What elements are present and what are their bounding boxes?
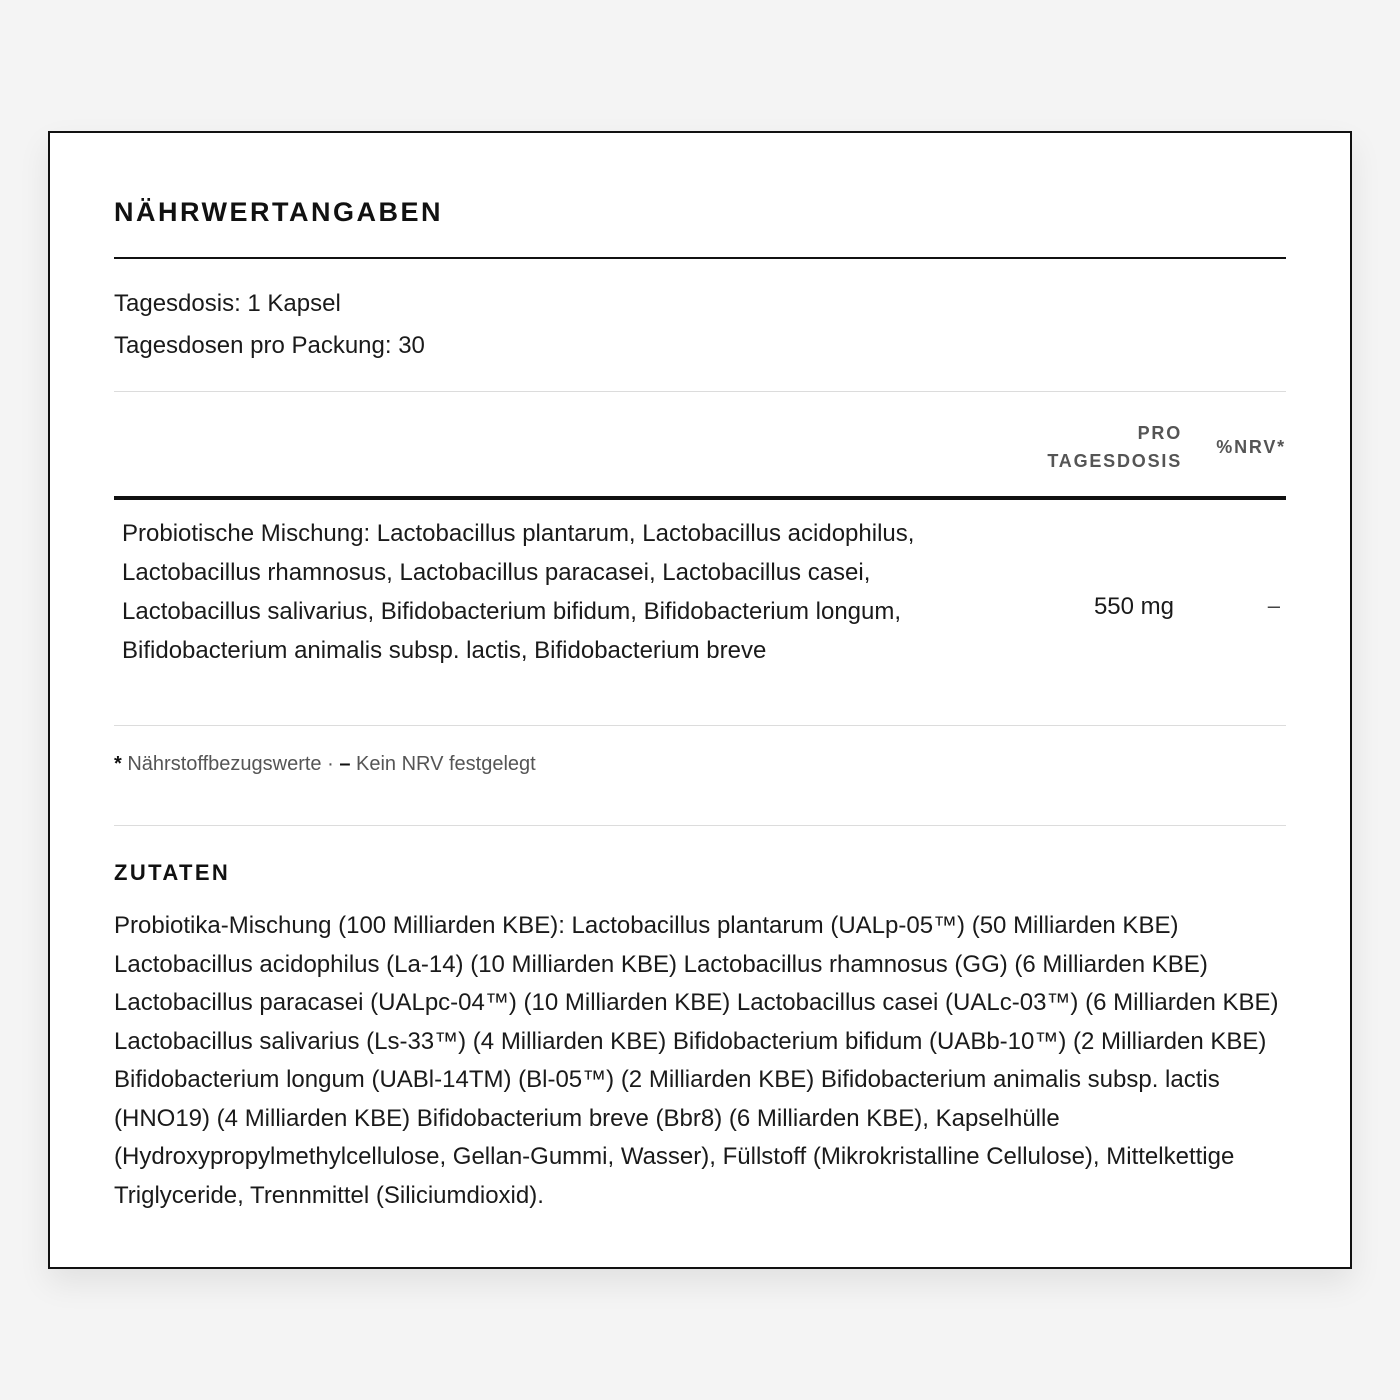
ingredients-divider [114,825,1286,826]
column-header-per-dose-line2: TAGESDOSIS [1047,451,1182,471]
nutrition-title: NÄHRWERTANGABEN [114,197,443,227]
serving-divider [114,391,1286,392]
column-header-nrv: %NRV* [1216,437,1286,457]
column-header-per-dose [1014,419,1182,475]
footnote-dash-text: Kein NRV festgelegt [350,753,536,775]
footnote-asterisk: * [114,753,122,775]
nutrient-row-amount: 550 mg [1093,593,1174,620]
daily-dose: Tagesdosis: 1 Kapsel [114,290,341,317]
nutrition-card [48,131,1352,1269]
footnote-dash: – [339,753,351,775]
table-header-divider [114,496,1286,500]
title-divider [114,257,1286,259]
nrv-footnote [114,753,536,776]
ingredients-text: Probiotika-Mischung (100 Milliarden KBE): Lactobacillus plantarum (UALp-05™) (50 Milliarden KBE) Lactobacillus acidophilus (La-14) (10 Milliarden KBE) Lactobacillus rhamnosus (GG) (6 Milliarden KBE) Lactobacillus paracasei (UALpc-04™) (10 Milliarden KBE) Lactobacillus casei (UALc-03™) (6 Milliarden KBE) Lactobacillus salivarius (Ls-33™) (4 Milliarden KBE) Bifidobacterium bifidum (UABb-10™) (2 Milliarden KBE) Bifidobacterium longum (UABl-14TM) (Bl-05™) (2 Milliarden KBE) Bifidobacterium animalis subsp. lactis (HNO19) (4 Milliarden KBE) Bifidobacterium breve (Bbr8) (6 Milliarden KBE), Kapselhülle (Hydroxypropylmethylcellulose, Gellan-Gummi, Wasser), Füllstoff (Mikrokristalline Cellulose), Mittelkettige Triglyceride, Trennmittel (Siliciumdioxid). [114,912,1279,1209]
nutrient-row-name: Probiotische Mischung: Lactobacillus plantarum, Lactobacillus acidophilus, Lactobacillus rhamnosus, Lactobacillus paracasei, Lactobacillus casei, Lactobacillus salivarius, Bifidobacterium bifidum, Bifidobacterium longum, Bifidobacterium animalis subsp. lactis, Bifidobacterium breve [122,520,915,664]
nutrient-row-nrv: – [1267,593,1280,618]
footnote-asterisk-text: Nährstoffbezugswerte · [121,753,340,775]
table-bottom-divider [114,725,1286,726]
ingredients-title: ZUTATEN [114,860,231,885]
doses-per-pack: Tagesdosen pro Packung: 30 [114,332,425,359]
column-header-per-dose-line1: PRO [1137,423,1182,443]
